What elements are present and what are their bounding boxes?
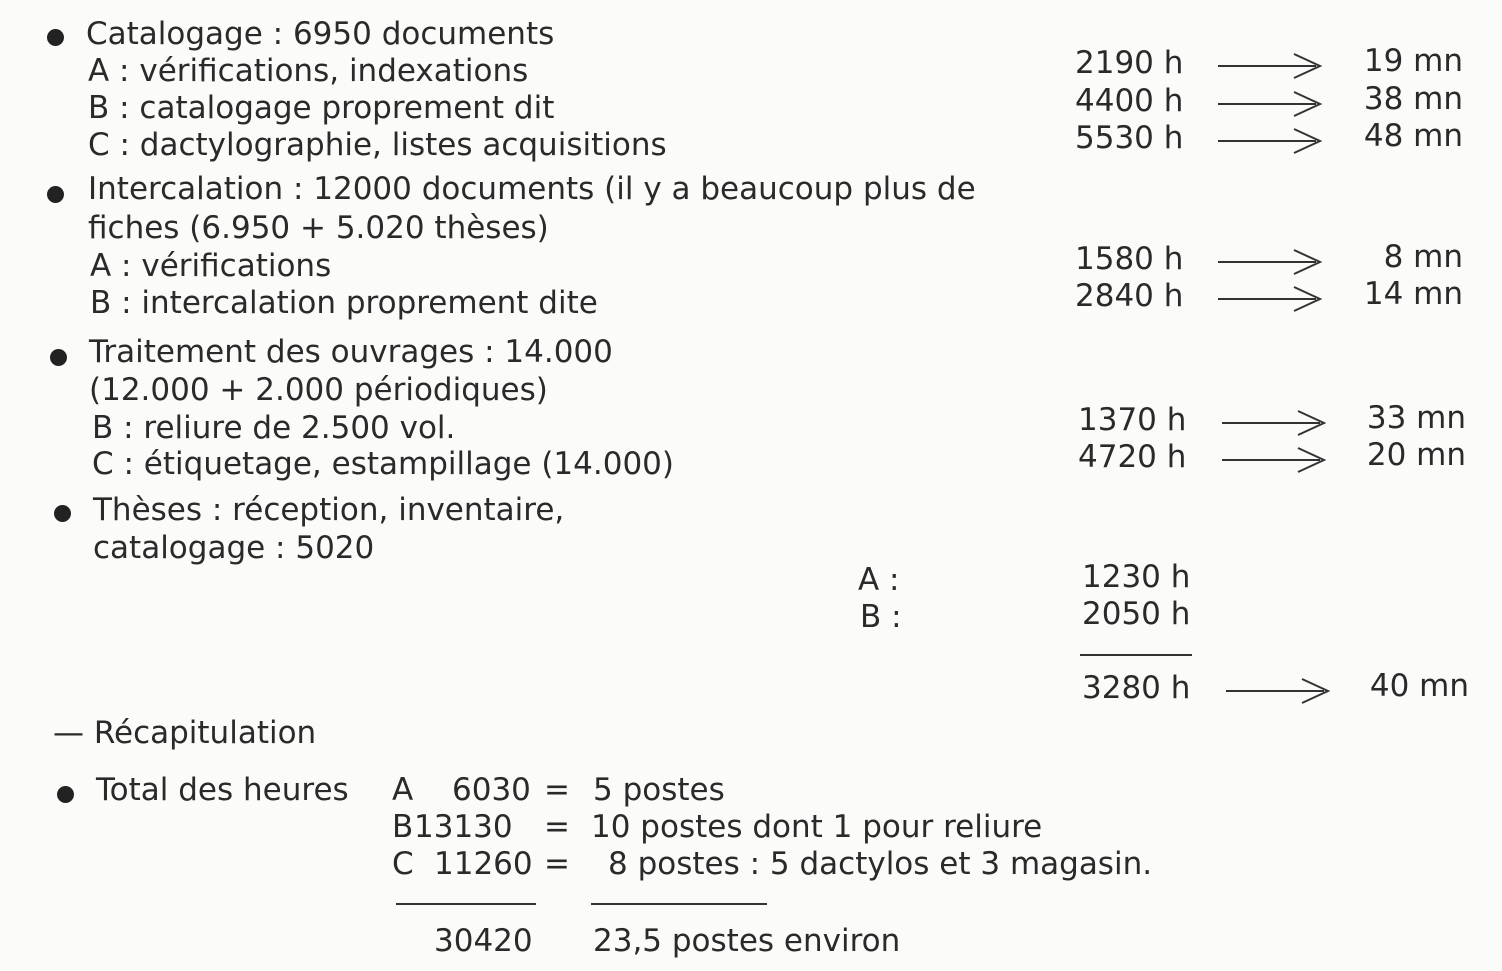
- traitement-item-c: C : étiquetage, estampillage (14.000): [92, 446, 674, 482]
- theses-total-hours: 3280 h: [1082, 670, 1191, 706]
- catalogage-item-b: B : catalogage proprement dit: [88, 90, 555, 126]
- catalogage-hours-c: 5530 h: [1075, 120, 1184, 156]
- arrow-icon: [1224, 675, 1334, 705]
- intercalation-hours-b: 2840 h: [1075, 278, 1184, 314]
- recap-row-c-eq: =: [544, 846, 570, 882]
- theses-a-hours: 1230 h: [1082, 559, 1191, 595]
- bullet-total: [57, 786, 74, 803]
- catalogage-item-c: C : dactylographie, listes acquisitions: [88, 127, 667, 163]
- arrow-icon: [1220, 407, 1330, 437]
- catalogage-minutes-c: 48 mn: [1363, 118, 1463, 154]
- traitement-item-b: B : reliure de 2.500 vol.: [92, 410, 456, 446]
- intercalation-hours-a: 1580 h: [1075, 241, 1184, 277]
- traitement-hours-c: 4720 h: [1078, 439, 1187, 475]
- recap-total-label: Total des heures: [96, 772, 349, 808]
- theses-total-minutes: 40 mn: [1369, 668, 1469, 704]
- intercalation-item-b: B : intercalation proprement dite: [90, 285, 598, 321]
- catalogage-item-a: A : vérifications, indexations: [88, 53, 529, 89]
- traitement-title-line1: Traitement des ouvrages : 14.000: [89, 334, 613, 370]
- intercalation-item-a: A : vérifications: [90, 248, 332, 284]
- catalogage-hours-b: 4400 h: [1075, 83, 1184, 119]
- arrow-icon: [1216, 283, 1326, 313]
- recap-row-b-label: B: [392, 809, 414, 845]
- traitement-minutes-c: 20 mn: [1366, 437, 1466, 473]
- recap-row-c-postes: 8 postes : 5 dactylos et 3 magasin.: [608, 846, 1153, 882]
- catalogage-hours-a: 2190 h: [1075, 45, 1184, 81]
- catalogage-minutes-a: 19 mn: [1363, 43, 1463, 79]
- recap-row-b-eq: =: [544, 809, 570, 845]
- recap-row-a-label: A: [392, 772, 414, 808]
- intercalation-title-line1: Intercalation : 12000 documents (il y a beaucoup plus de: [88, 171, 976, 207]
- bullet-traitement: [50, 349, 67, 366]
- recap-row-a-hours: 6030: [452, 772, 531, 808]
- traitement-minutes-b: 33 mn: [1366, 400, 1466, 436]
- theses-sum-rule: [1080, 654, 1192, 656]
- recap-row-a-eq: =: [544, 772, 570, 808]
- recap-row-c-hours: 11260: [434, 846, 533, 882]
- catalogage-title: Catalogage : 6950 documents: [86, 16, 555, 52]
- theses-title-line2: catalogage : 5020: [93, 530, 375, 566]
- traitement-title-line2: (12.000 + 2.000 périodiques): [89, 372, 548, 408]
- intercalation-minutes-b: 14 mn: [1363, 276, 1463, 312]
- theses-b-label: B :: [860, 599, 902, 635]
- recap-row-b-hours: 13130: [414, 809, 513, 845]
- recap-heading: — Récapitulation: [53, 715, 317, 751]
- theses-b-hours: 2050 h: [1082, 596, 1191, 632]
- arrow-icon: [1216, 88, 1326, 118]
- bullet-catalogage: [47, 29, 64, 46]
- arrow-icon: [1216, 125, 1326, 155]
- traitement-hours-b: 1370 h: [1078, 402, 1187, 438]
- arrow-icon: [1220, 444, 1330, 474]
- bullet-intercalation: [47, 186, 64, 203]
- recap-row-a-postes: 5 postes: [593, 772, 725, 808]
- theses-a-label: A :: [858, 562, 900, 598]
- intercalation-title-line2: fiches (6.950 + 5.020 thèses): [88, 210, 549, 246]
- arrow-icon: [1216, 50, 1326, 80]
- catalogage-minutes-b: 38 mn: [1363, 81, 1463, 117]
- recap-row-b-postes: 10 postes dont 1 pour reliure: [591, 809, 1043, 845]
- recap-row-c-label: C: [392, 846, 414, 882]
- recap-hours-rule: [396, 903, 536, 905]
- intercalation-minutes-a: 8 mn: [1383, 239, 1463, 275]
- theses-title-line1: Thèses : réception, inventaire,: [93, 492, 565, 528]
- arrow-icon: [1216, 246, 1326, 276]
- recap-postes-rule: [591, 903, 767, 905]
- recap-sum-hours: 30420: [434, 923, 533, 959]
- recap-sum-postes: 23,5 postes environ: [593, 923, 901, 959]
- bullet-theses: [54, 505, 71, 522]
